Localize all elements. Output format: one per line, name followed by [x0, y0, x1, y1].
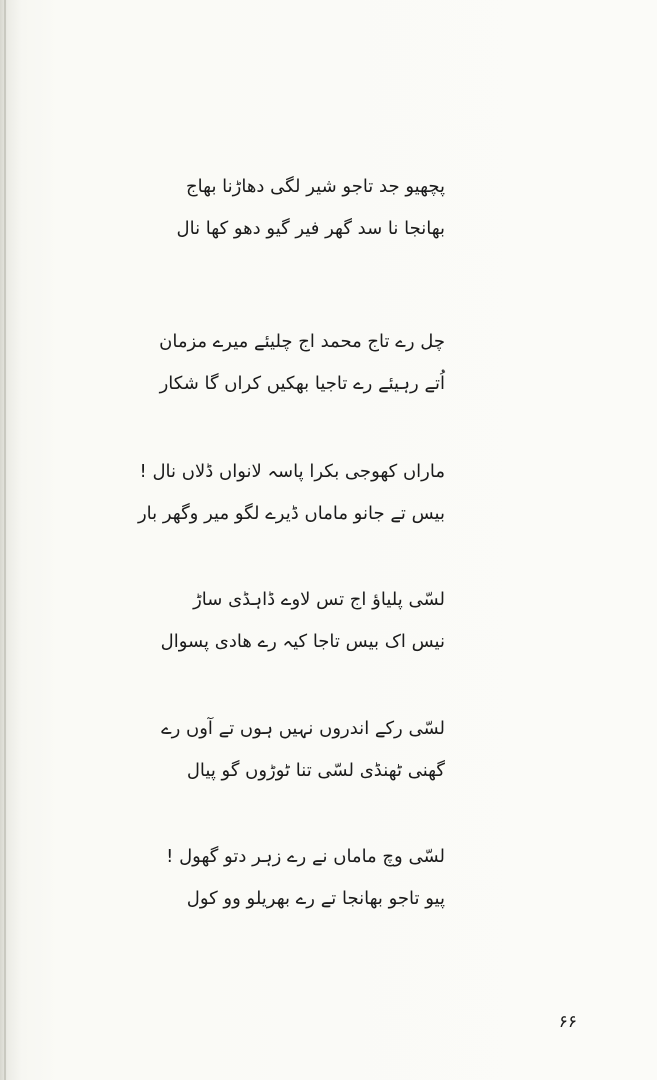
verse-2-line-1: چل رے تاج محمد اج چلیئے میرے مزمان — [159, 331, 445, 352]
couplet-4 — [160, 583, 445, 667]
verse-4-line-1: لسّی پلیاؤ اج تس لاوے ڈاہڈی ساڑ — [193, 589, 445, 610]
verse-4-line-2: نیس اک بیس تاجا کیہ رے ھادی پسوال — [160, 631, 445, 652]
couplet-2 — [159, 325, 445, 409]
couplet-3 — [137, 455, 445, 539]
binding-gutter — [4, 0, 6, 1080]
verse-3-line-2: بیس تے جانو ماماں ڈیرے لگو میر وگھر بار — [137, 503, 445, 524]
couplet-6 — [166, 840, 445, 924]
verse-2-line-2: اُتے رہیئے رے تاجیا بھکیں کراں گا شکار — [159, 373, 445, 394]
verse-5-line-2: گھنی ٹھنڈی لسّی تنا ٹوڑوں گو پیال — [186, 760, 445, 781]
page-number: ۶۶ — [558, 1012, 577, 1032]
verse-5-line-1: لسّی رکے اندروں نہیں ہوں تے آوں رے — [161, 718, 445, 739]
verse-6-line-1: لسّی وچ ماماں نے رے زہر دتو گھول ! — [166, 846, 445, 867]
couplet-5 — [161, 712, 445, 796]
verse-3-line-1: ماراں کھوجی بکرا پاسہ لانواں ڈلاں نال ! — [139, 461, 445, 482]
verse-1-line-1: پچھیو جد تاجو شیر لگی دھاڑنا بھاج — [186, 176, 445, 197]
couplet-1 — [176, 170, 445, 254]
verse-6-line-2: پیو تاجو بھانجا تے رے بھریلو وو کول — [186, 888, 445, 909]
verse-1-line-2: بھانجا نا سد گھر فیر گیو دھو کھا نال — [176, 218, 445, 239]
